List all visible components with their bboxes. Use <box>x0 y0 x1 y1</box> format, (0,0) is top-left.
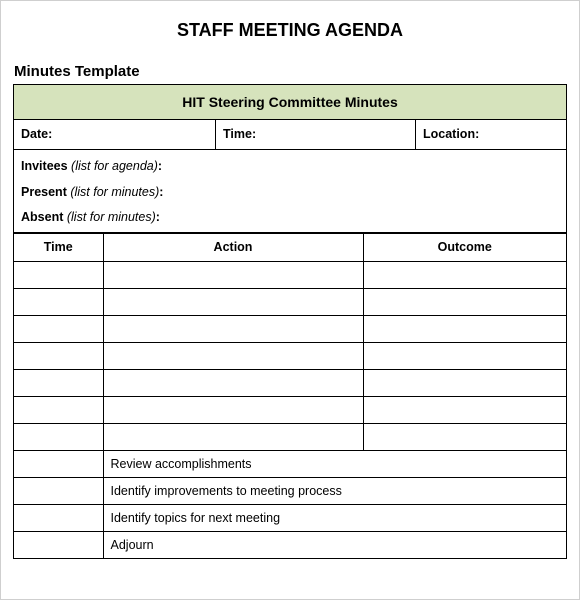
table-row <box>14 531 566 558</box>
document-subtitle: Minutes Template <box>14 63 140 80</box>
table-header-row <box>14 234 566 261</box>
table-row <box>14 477 566 504</box>
absent-label: Absent <box>21 210 64 224</box>
outcome-cell[interactable] <box>363 342 566 369</box>
absent-colon: : <box>155 210 160 224</box>
absent-field[interactable] <box>21 207 559 233</box>
agenda-item[interactable]: Identify topics for next meeting <box>103 504 566 531</box>
time-cell[interactable] <box>14 423 103 450</box>
invitees-colon: : <box>157 159 163 173</box>
action-cell[interactable] <box>103 369 363 396</box>
column-header-time: Time <box>14 234 103 261</box>
table-row <box>14 369 566 396</box>
minutes-form <box>13 84 567 559</box>
present-colon: : <box>159 184 164 199</box>
time-cell[interactable] <box>14 342 103 369</box>
present-field[interactable] <box>21 182 559 208</box>
outcome-cell[interactable] <box>363 369 566 396</box>
column-header-action: Action <box>103 234 363 261</box>
action-cell[interactable] <box>103 288 363 315</box>
table-row <box>14 504 566 531</box>
agenda-item[interactable]: Identify improvements to meeting process <box>103 477 566 504</box>
table-row <box>14 315 566 342</box>
action-cell[interactable] <box>103 342 363 369</box>
table-row <box>14 450 566 477</box>
invitees-label: Invitees <box>21 159 68 173</box>
invitees-hint: (list for agenda) <box>71 159 158 173</box>
column-header-outcome: Outcome <box>363 234 566 261</box>
agenda-item[interactable]: Review accomplishments <box>103 450 566 477</box>
time-cell[interactable] <box>14 396 103 423</box>
time-cell[interactable] <box>14 450 103 477</box>
meeting-info-row <box>14 120 566 150</box>
agenda-item[interactable]: Adjourn <box>103 531 566 558</box>
present-label: Present <box>21 184 67 199</box>
agenda-table <box>14 234 566 558</box>
table-row <box>14 288 566 315</box>
table-row <box>14 423 566 450</box>
time-field[interactable]: Time: <box>215 120 415 149</box>
location-field[interactable]: Location: <box>415 120 566 149</box>
committee-header: HIT Steering Committee Minutes <box>14 85 566 120</box>
invitees-field[interactable] <box>21 156 559 182</box>
outcome-cell[interactable] <box>363 396 566 423</box>
time-cell[interactable] <box>14 504 103 531</box>
time-cell[interactable] <box>14 288 103 315</box>
time-cell[interactable] <box>14 531 103 558</box>
table-row <box>14 261 566 288</box>
outcome-cell[interactable] <box>363 315 566 342</box>
action-cell[interactable] <box>103 315 363 342</box>
attendance-section <box>14 150 566 234</box>
table-row <box>14 396 566 423</box>
action-cell[interactable] <box>103 396 363 423</box>
time-cell[interactable] <box>14 315 103 342</box>
time-cell[interactable] <box>14 369 103 396</box>
table-row <box>14 342 566 369</box>
absent-hint: (list for minutes) <box>66 210 156 224</box>
action-cell[interactable] <box>103 423 363 450</box>
outcome-cell[interactable] <box>363 288 566 315</box>
outcome-cell[interactable] <box>363 261 566 288</box>
time-cell[interactable] <box>14 261 103 288</box>
date-field[interactable]: Date: <box>21 127 53 141</box>
time-cell[interactable] <box>14 477 103 504</box>
present-hint: (list for minutes) <box>70 184 160 199</box>
action-cell[interactable] <box>103 261 363 288</box>
outcome-cell[interactable] <box>363 423 566 450</box>
document-title: STAFF MEETING AGENDA <box>177 20 403 40</box>
